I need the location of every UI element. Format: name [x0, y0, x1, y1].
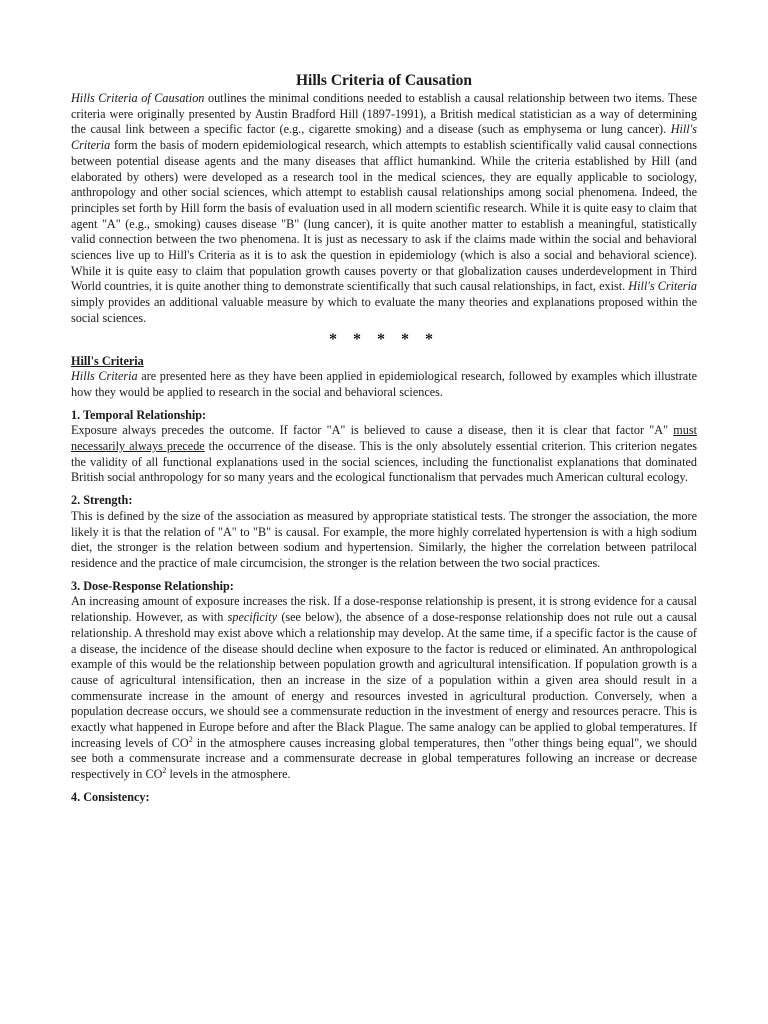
- intro-text-c: simply provides an additional valuable measure by which to evaluate the many theories and explanations proposed within the social sciences.: [71, 295, 697, 325]
- hills-criteria-paragraph: [71, 369, 697, 400]
- temporal-heading: 1. Temporal Relationship:: [71, 407, 207, 422]
- temporal-text-b: the occurrence of the disease. This is the only absolutely essential criterion. This criterion negates the validity of all functional explanations used in the social sciences, including the functionalist explanations that dominated British social anthropology for so many years and the ecological functionalism that pervades much American cultural ecology.: [71, 439, 697, 485]
- temporal-text-a: Exposure always precedes the outcome. If factor "A" is believed to cause a disease, then it is clear that factor "A": [71, 423, 674, 438]
- strength-heading: 2. Strength:: [71, 493, 133, 508]
- co2-subscript-1: 2: [188, 734, 193, 744]
- dose-text-d: levels in the atmosphere.: [166, 767, 291, 782]
- temporal-paragraph: [71, 423, 697, 486]
- temporal-section: [71, 408, 697, 487]
- intro-italic-hills-criteria: Hill's Criteria: [71, 122, 697, 153]
- hills-criteria-section: [71, 354, 697, 401]
- dose-heading: 3. Dose-Response Relationship:: [71, 578, 234, 593]
- co2-subscript-2: 2: [162, 766, 167, 776]
- intro-text-a: outlines the minimal conditions needed to establish a causal relationship between two items. These criteria were originally presented by Austin Bradford Hill (1897-1991), a British medical statistician as a way of determining the causal link between a specific factor (e.g., cigarette smoking) and a disease (such as emphysema or lung cancer).: [71, 91, 697, 137]
- dose-text-a: An increasing amount of exposure increases the risk. If a dose-response relationship is present, it is strong evidence for a causal relationship. However, as with: [71, 594, 697, 625]
- section-separator: * * * * *: [329, 330, 439, 348]
- dose-text-b: (see below), the absence of a dose-response relationship does not rule out a causal relationship. A threshold may exist above which a relationship may develop. At the same time, if a specific factor is the cause of a disease, the incidence of the disease should decline when exposure to the factor is reduced or eliminated. An anthropological example of this would be the relationship between population growth and agricultural intensification. If population growth is a cause of agricultural intensification, then an increase in the size of a population within a given area should result in a commensurate increase in the amount of energy and resources invested in agricultural production. Conversely, when a population decrease occurs, we should see a commensurate reduction in the investment of energy and resources peracre. This is exactly what happened in Europe before and after the Black Plague. The same analogy can be applied to global temperatures. If increasing levels of CO: [71, 610, 698, 750]
- dose-italic-specificity: specificity: [227, 610, 278, 625]
- intro-paragraph: [71, 91, 697, 327]
- document-content: [71, 72, 697, 806]
- intro-text-b: form the basis of modern epidemiological research, which attempts to establish scientifically valid causal connections between potential disease agents and the many diseases that afflict humankind. While the criteria established by Hill (and elaborated by others) were developed as a research tool in the medical sciences, they are equally applicable to sociology, anthropology and other social sciences, which attempt to establish causal relationships among social phenomena. Indeed, the principles set forth by Hill form the basis of evaluation used in all modern scientific research. While it is quite easy to claim that agent "A" (e.g., smoking) causes disease "B" (lung cancer), it is quite another matter to establish a meaningful, statistically valid connection between the two phenomena. It is just as necessary to ask if the claims made within the social and behavioral sciences live up to Hill's Criteria as it is to ask the question in epidemiology (which is also a social and behavioral science). While it is quite easy to claim that population growth causes poverty or that globalization causes underdevelopment in Third World countries, it is quite another thing to demonstrate scientifically that such causal relationships, in fact, exist.: [71, 138, 697, 294]
- dose-section: [71, 579, 697, 783]
- strength-paragraph: This is defined by the size of the association as measured by appropriate statistical tests. The stronger the association, the more likely it is that the relation of "A" to "B" is causal. For example, the more highly correlated hypertension is with a high sodium diet, the stronger is the relation between sodium and hypertension. Similarly, the higher the correlation between patrilocal residence and the practice of male circumcision, the stronger is the relation between the two social practices.: [71, 508, 697, 570]
- hills-criteria-text: are presented here as they have been applied in epidemiological research, followed by examples which illustrate how they would be applied to research in the social and behavioral sciences.: [71, 369, 697, 399]
- dose-paragraph: [71, 594, 697, 782]
- hills-criteria-heading: Hill's Criteria: [71, 353, 144, 368]
- dose-text-c: in the atmosphere causes increasing global temperatures, then "other things being equal", we should see both a commensurate increase and a commensurate decrease in global temperatures following an increase or decrease respectively in CO: [71, 735, 697, 782]
- page-title: Hills Criteria of Causation: [295, 72, 473, 89]
- consistency-heading: 4. Consistency:: [71, 789, 150, 804]
- hills-criteria-italic: Hills Criteria: [71, 369, 138, 384]
- temporal-underlined: must necessarily always precede: [71, 423, 697, 454]
- consistency-section: [71, 790, 697, 806]
- intro-italic-title: Hills Criteria of Causation: [71, 91, 205, 105]
- intro-italic-hills-criteria-2: Hill's Criteria: [628, 279, 698, 294]
- strength-section: [71, 493, 697, 572]
